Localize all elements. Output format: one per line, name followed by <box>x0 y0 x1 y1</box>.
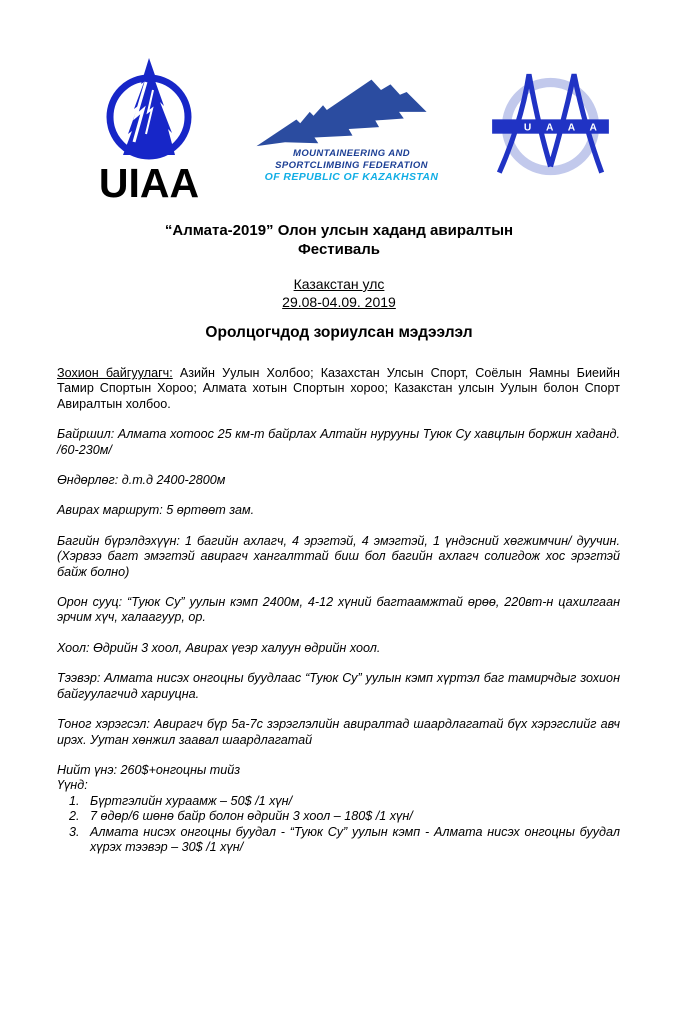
kazakhstan-federation-logo <box>248 72 456 184</box>
price-item-transfer: 3. Алмата нисэх онгоцны буудал - “Туюк Су” уулын кэмп - Алмата нисэх онгоцны буудал хүрэх тээвэр – 30$ /1 хүн/ <box>83 825 620 856</box>
logo-row <box>82 52 614 204</box>
uaaa-peaks-icon <box>487 62 614 189</box>
federation-name-line2: SPORTCLIMBING FEDERATION <box>275 159 428 171</box>
uaaa-logo <box>487 62 614 194</box>
paragraph-organizer <box>57 366 620 412</box>
price-item-registration: 1. Бүртгэлийн хураамж – 50$ /1 хүн/ <box>83 794 620 809</box>
paragraph-routes: Авирах маршрут: 5 өртөөт зам. <box>57 503 255 518</box>
price-includes-label: Үүнд: <box>57 778 88 793</box>
paragraph-transport: Тээвэр: Алмата нисэх онгоцны буудлаас “Туюк Су” уулын кэмп хүртэл баг тамирчдыг зохион байгуулагчид хариуцна. <box>57 671 620 701</box>
price-item-lodging: 2. 7 өдөр/6 шөнө байр болон өдрийн 3 хоол – 180$ /1 хүн/ <box>83 809 620 824</box>
price-total: Нийт үнэ: 260$+онгоцны тийз <box>57 762 241 777</box>
subtitle-block <box>0 276 678 311</box>
organizer-text: Азийн Уулын Холбоо; Казахстан Улсын Спорт, Соёлын Яамны Биеийн Тамир Спортын Хороо; Алмата хотын Спортын хороо; Казакстан улсын Уулын болон Спорт Авиралтын холбоо. <box>57 366 621 411</box>
uiaa-logo-label: UIAA <box>98 159 200 206</box>
federation-name-line1: MOUNTAINEERING AND <box>293 148 410 159</box>
country-line: Казакстан улс <box>293 276 385 292</box>
paragraph-altitude: Өндөрлөг: д.т.д 2400-2800м <box>57 473 226 488</box>
document-page <box>0 52 678 1012</box>
paragraph-team: Багийн бүрэлдэхүүн: 1 багийн ахлагч, 4 эрэгтэй, 4 эмэгтэй, 1 үндэсний хөгжимчин/ дуучин. (Хэрвээ багт эмэгтэй авирагч хангалттай биш бол багийн ахлагч солигдож хос эрэгтэй байж болно) <box>57 533 620 579</box>
paragraph-accommodation: Орон сууц: “Туюк Су” уулын кэмп 2400м, 4-12 хүний багтаамжтай өрөө, 220вт-н цахилгаан эрчим хүч, халаагуур, ор. <box>57 595 620 625</box>
dates-line: 29.08-04.09. 2019 <box>282 293 396 310</box>
mountain-ridge-icon <box>248 72 456 148</box>
uiaa-mountain-icon <box>82 54 216 162</box>
paragraph-food: Хоол: Өдрийн 3 хоол, Авирах үеэр халуун өдрийн хоол. <box>57 640 381 655</box>
title-block <box>0 221 678 259</box>
price-list <box>83 794 620 856</box>
paragraph-equipment: Тоног хэрэгсэл: Авирагч бүр 5а-7с зэрэглэлийн авиралтад шаардлагатай бүх хэрэгслийг авч ирэх. Уутан хөнжил заавал шаардлагатай <box>57 717 620 747</box>
section-heading: Оролцогчдод зориулсан мэдээлэл <box>205 324 473 341</box>
festival-title-line2: Фестиваль <box>298 241 380 258</box>
uiaa-logo <box>82 54 216 206</box>
festival-title-line1: “Алмата-2019” Олон улсын хаданд авиралтын <box>164 222 514 239</box>
federation-name-line3: OF REPUBLIC OF KAZAKHSTAN <box>264 171 439 183</box>
organizer-lead: Зохион байгуулагч: <box>57 366 173 380</box>
uaaa-logo-letters: U A A A <box>523 122 604 134</box>
document-body <box>57 366 620 855</box>
paragraph-location: Байршил: Алмата хотоос 25 км-т байрлах Алтайн нурууны Туюк Су хавцлын боржин хаданд. /60-230м/ <box>57 427 620 457</box>
